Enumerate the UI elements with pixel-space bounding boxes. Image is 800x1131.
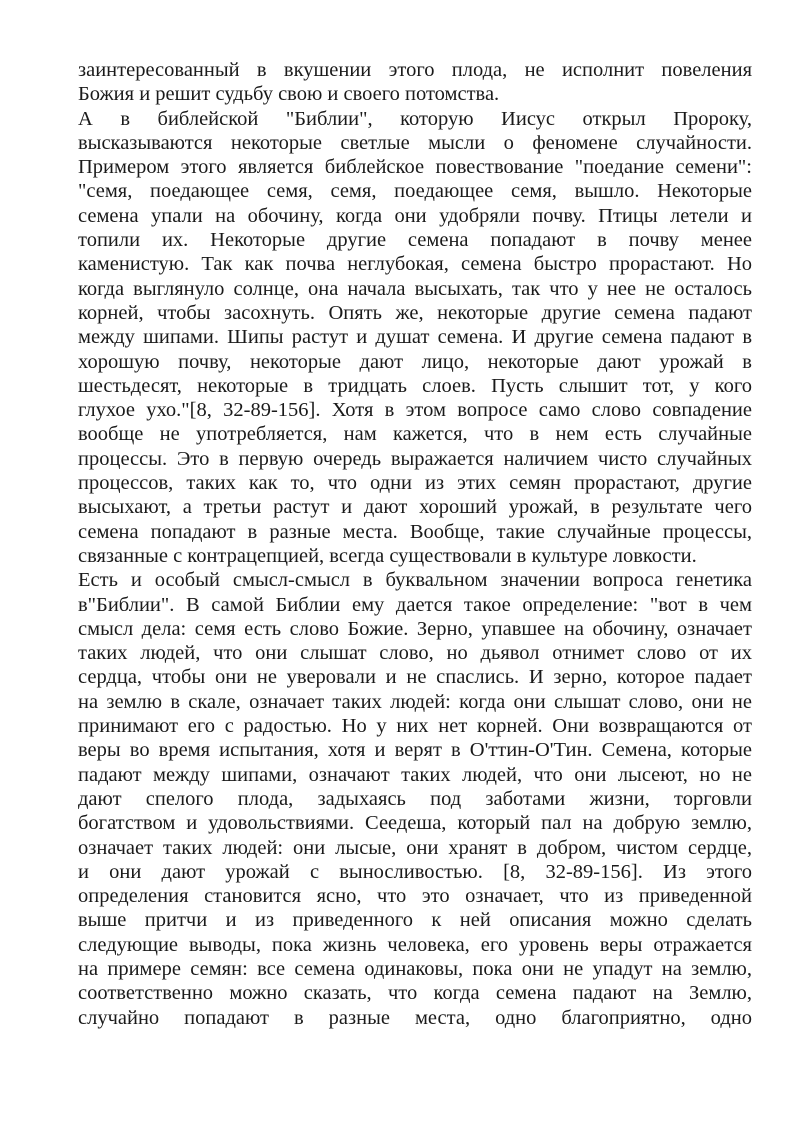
text-line: корней, чтобы засохнуть. Опять же, некоторые другие семена падают [78,301,752,324]
text-line: принимают его с радостью. Но у них нет корней. Они возвращаются от [78,715,752,738]
text-line: случайно попадают в разные места, одно благоприятно, одно [78,1006,752,1029]
text-line: в"Библии". В самой Библии ему дается такое определение: "вот в чем [78,593,752,616]
text-line: следующие выводы, пока жизнь человека, его уровень веры отражается [78,933,752,956]
text-line: "семя, поедающее семя, семя, поедающее семя, вышло. Некоторые [78,180,752,203]
text-line: вообще не употребляется, нам кажется, что в нем есть случайные [78,423,752,446]
text-line: соответственно можно сказать, что когда семена падают на Землю, [78,982,752,1005]
text-line: таких людей, что они слышат слово, но дьявол отнимет слово от их [78,642,752,665]
text-line: на примере семян: все семена одинаковы, пока они не упадут на землю, [78,957,752,980]
text-line: топили их. Некоторые другие семена попадают в почву менее [78,229,752,252]
text-line: определения становится ясно, что это означает, что из приведенной [78,885,752,908]
text-line: каменистую. Так как почва неглубокая, семена быстро прорастают. Но [78,253,752,276]
text-line: семена упали на обочину, когда они удобряли почву. Птицы летели и [78,204,752,227]
text-line: когда выглянуло солнце, она начала высыхать, так что у нее не осталось [78,277,752,300]
text-line: Божия и решит судьбу свою и своего потомства. [78,83,500,106]
text-line: Примером этого является библейское повествование "поедание семени": [78,156,752,179]
text-line: связанные с контрацепцией, всегда существовали в культуре ловкости. [78,544,697,567]
text-line: дают спелого плода, задыхаясь под заботами жизни, торговли [78,787,752,810]
text-line: на землю в скале, означает таких людей: когда они слышат слово, они не [78,690,752,713]
text-line: выше притчи и из приведенного к ней описания можно сделать [78,909,752,932]
text-line: процессов, таких как то, что одни из этих семян прорастают, другие [78,472,752,495]
text-line: заинтересованный в вкушении этого плода, не исполнит повеления [78,59,752,81]
text-line: семена попадают в разные места. Вообще, такие случайные процессы, [78,520,752,543]
text-line: смысл дела: семя есть слово Божие. Зерно, упавшее на обочину, означает [78,617,752,640]
text-line: шестьдесят, некоторые в тридцать слоев. Пусть слышит тот, у кого [78,374,752,397]
text-line: между шипами. Шипы растут и душат семена. И другие семена падают в [78,326,752,349]
text-line: глухое ухо."[8, 32-89-156]. Хотя в этом вопросе само слово совпадение [78,399,752,422]
text-line: высказываются некоторые светлые мысли о феномене случайности. [78,131,752,154]
text-line: процессы. Это в первую очередь выражается наличием чисто случайных [78,447,752,470]
text-line: хорошую почву, некоторые дают лицо, некоторые дают урожай в [78,350,752,373]
text-line: означает таких людей: они лысые, они хранят в добром, чистом сердце, [78,836,752,859]
document-page [78,58,752,1030]
text-line: падают между шипами, означают таких людей, что они лысеют, но не [78,763,752,786]
text-line: А в библейской "Библии", которую Иисус открыл Пророку, [78,107,752,130]
text-line: веры во время испытания, хотя и верят в О'ттин-О'Тин. Семена, которые [78,739,752,762]
text-line: сердца, чтобы они не уверовали и не спаслись. И зерно, которое падает [78,666,752,689]
text-line: высыхают, а третьи растут и дают хороший урожай, в результате чего [78,496,752,519]
text-line: Есть и особый смысл-смысл в буквальном значении вопроса генетика [78,569,752,592]
text-line: богатством и удовольствиями. Сеедеша, который пал на добрую землю, [78,812,752,835]
text-line: и они дают урожай с выносливостью. [8, 32-89-156]. Из этого [78,860,752,883]
